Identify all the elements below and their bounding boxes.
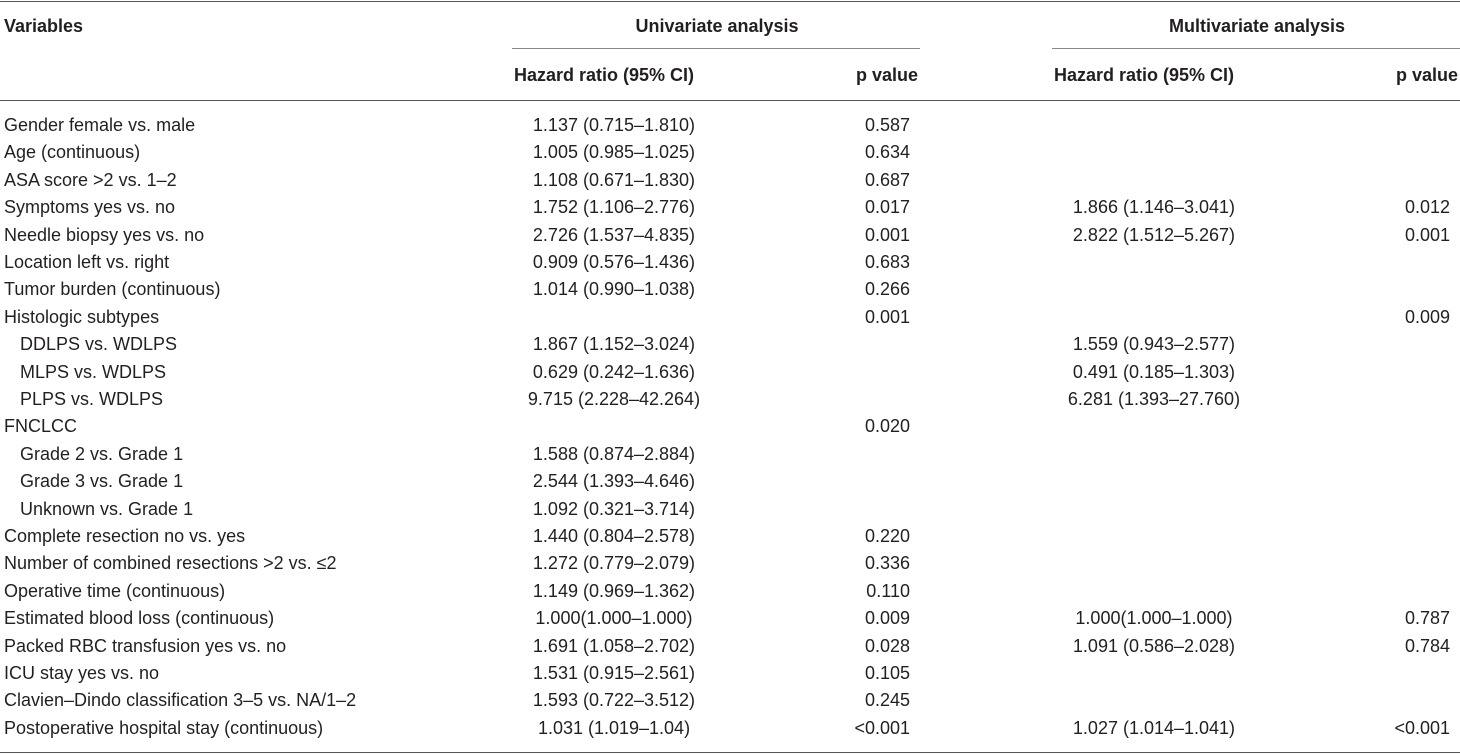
top-rule [0, 1, 1460, 2]
row-uni-p-value: 0.687 [864, 169, 910, 190]
row-variable: DDLPS vs. WDLPS [20, 334, 178, 355]
row-variable: Needle biopsy yes vs. no [4, 224, 205, 245]
table-row [0, 523, 1460, 550]
row-uni-hazard-ratio: 1.752 (1.106–2.776) [532, 197, 696, 218]
row-uni-p-value: 0.105 [864, 663, 910, 683]
table-row [0, 633, 1460, 660]
row-variable: Estimated blood loss (continuous) [4, 608, 275, 629]
row-variable: Operative time (continuous) [4, 580, 226, 601]
row-multi-hazard-ratio: 6.281 (1.393–27.760) [1067, 389, 1241, 409]
table-row [0, 413, 1460, 440]
row-multi-hazard-ratio: 1.000(1.000–1.000) [1075, 608, 1233, 629]
row-variable: Tumor burden (continuous) [4, 279, 221, 300]
row-uni-hazard-ratio: 9.715 (2.228–42.264) [527, 389, 701, 409]
row-uni-hazard-ratio: 1.588 (0.874–2.884) [532, 443, 696, 464]
row-multi-hazard-ratio: 1.866 (1.146–3.041) [1072, 197, 1236, 218]
row-uni-p-value: <0.001 [854, 717, 910, 738]
table-row [0, 112, 1460, 139]
table-row [0, 441, 1460, 468]
row-uni-hazard-ratio: 1.440 (0.804–2.578) [532, 526, 696, 546]
row-multi-hazard-ratio: 1.091 (0.586–2.028) [1072, 635, 1236, 656]
row-variable: FNCLCC [4, 416, 78, 437]
table-row [0, 550, 1460, 577]
table-row [0, 715, 1460, 742]
row-uni-hazard-ratio: 1.149 (0.969–1.362) [532, 580, 696, 601]
row-multi-hazard-ratio: 1.027 (1.014–1.041) [1072, 717, 1236, 738]
row-uni-p-value: 0.266 [864, 279, 910, 300]
row-variable: Clavien–Dindo classification 3–5 vs. NA/1–2 [4, 690, 357, 711]
table-row [0, 660, 1460, 687]
row-uni-hazard-ratio: 2.726 (1.537–4.835) [532, 224, 696, 245]
header-uni-hazard-ratio: Hazard ratio (95% CI) [514, 65, 695, 85]
row-uni-p-value: 0.587 [864, 115, 910, 135]
table-row [0, 222, 1460, 249]
row-uni-p-value: 0.220 [864, 526, 910, 546]
header-rule [0, 100, 1460, 101]
row-variable: Unknown vs. Grade 1 [20, 498, 194, 519]
row-uni-hazard-ratio: 1.031 (1.019–1.04) [537, 717, 691, 738]
row-uni-p-value: 0.001 [864, 306, 910, 327]
row-uni-hazard-ratio: 1.137 (0.715–1.810) [532, 115, 696, 135]
row-uni-hazard-ratio: 1.867 (1.152–3.024) [532, 334, 696, 355]
multivariate-subrule [1052, 48, 1460, 49]
row-variable: Grade 3 vs. Grade 1 [20, 471, 184, 492]
row-multi-p-value: 0.012 [1404, 197, 1450, 218]
header-multi-p-value: p value [1395, 65, 1458, 85]
row-uni-hazard-ratio: 1.000(1.000–1.000) [535, 608, 693, 629]
row-variable: Grade 2 vs. Grade 1 [20, 443, 184, 464]
row-variable: ASA score >2 vs. 1–2 [4, 169, 177, 190]
row-multi-p-value: 0.009 [1404, 306, 1450, 327]
row-uni-p-value: 0.336 [864, 553, 910, 574]
table-row [0, 496, 1460, 523]
row-variable: Packed RBC transfusion yes vs. no [4, 635, 287, 656]
row-variable: ICU stay yes vs. no [4, 663, 160, 683]
row-variable: Number of combined resections >2 vs. ≤2 [4, 553, 337, 574]
table-row [0, 331, 1460, 358]
row-variable: Gender female vs. male [4, 115, 196, 135]
row-uni-hazard-ratio: 0.629 (0.242–1.636) [532, 361, 696, 382]
table-row [0, 386, 1460, 413]
row-variable: Location left vs. right [4, 252, 170, 272]
table-row [0, 304, 1460, 331]
row-uni-p-value: 0.028 [864, 635, 910, 656]
row-uni-p-value: 0.009 [864, 608, 910, 629]
row-variable: Histologic subtypes [4, 306, 160, 327]
table-row [0, 687, 1460, 714]
row-uni-p-value: 0.245 [864, 690, 910, 711]
row-multi-hazard-ratio: 0.491 (0.185–1.303) [1072, 361, 1236, 382]
table-row [0, 468, 1460, 495]
row-uni-hazard-ratio: 1.691 (1.058–2.702) [532, 635, 696, 656]
table-row [0, 194, 1460, 221]
bottom-rule [0, 752, 1460, 753]
row-uni-hazard-ratio: 1.272 (0.779–2.079) [532, 553, 696, 574]
row-multi-hazard-ratio: 1.559 (0.943–2.577) [1072, 334, 1236, 355]
row-uni-hazard-ratio: 2.544 (1.393–4.646) [532, 471, 696, 492]
row-variable: Symptoms yes vs. no [4, 197, 176, 218]
row-multi-p-value: 0.787 [1404, 608, 1450, 629]
row-uni-hazard-ratio: 1.531 (0.915–2.561) [532, 663, 696, 683]
table-row [0, 578, 1460, 605]
row-uni-p-value: 0.020 [864, 416, 910, 437]
row-uni-hazard-ratio: 1.005 (0.985–1.025) [532, 142, 696, 163]
table-row [0, 249, 1460, 276]
row-multi-p-value: <0.001 [1394, 717, 1450, 738]
row-uni-p-value: 0.683 [864, 252, 910, 272]
row-multi-hazard-ratio: 2.822 (1.512–5.267) [1072, 224, 1236, 245]
table-row [0, 605, 1460, 632]
row-variable: MLPS vs. WDLPS [20, 361, 167, 382]
header-multi-hazard-ratio: Hazard ratio (95% CI) [1054, 65, 1235, 85]
row-uni-p-value: 0.634 [864, 142, 910, 163]
table-row [0, 276, 1460, 303]
row-uni-p-value: 0.110 [866, 580, 910, 601]
table-row [0, 359, 1460, 386]
header-univariate: Univariate analysis [635, 16, 799, 36]
row-variable: Age (continuous) [4, 142, 141, 163]
header-uni-p-value: p value [855, 65, 918, 85]
row-uni-hazard-ratio: 1.014 (0.990–1.038) [532, 279, 696, 300]
table-row [0, 167, 1460, 194]
univariate-subrule [512, 48, 920, 49]
header-variables: Variables [4, 16, 84, 36]
row-multi-p-value: 0.784 [1404, 635, 1450, 656]
row-variable: Complete resection no vs. yes [4, 526, 246, 546]
row-uni-hazard-ratio: 1.108 (0.671–1.830) [532, 169, 696, 190]
row-variable: PLPS vs. WDLPS [20, 389, 164, 409]
row-uni-hazard-ratio: 0.909 (0.576–1.436) [532, 252, 696, 272]
header-multivariate: Multivariate analysis [1168, 16, 1346, 36]
row-uni-p-value: 0.001 [864, 224, 910, 245]
row-uni-hazard-ratio: 1.593 (0.722–3.512) [532, 690, 696, 711]
table-row [0, 139, 1460, 166]
row-uni-p-value: 0.017 [864, 197, 910, 218]
row-multi-p-value: 0.001 [1404, 224, 1450, 245]
row-uni-hazard-ratio: 1.092 (0.321–3.714) [532, 498, 696, 519]
row-variable: Postoperative hospital stay (continuous) [4, 717, 324, 738]
